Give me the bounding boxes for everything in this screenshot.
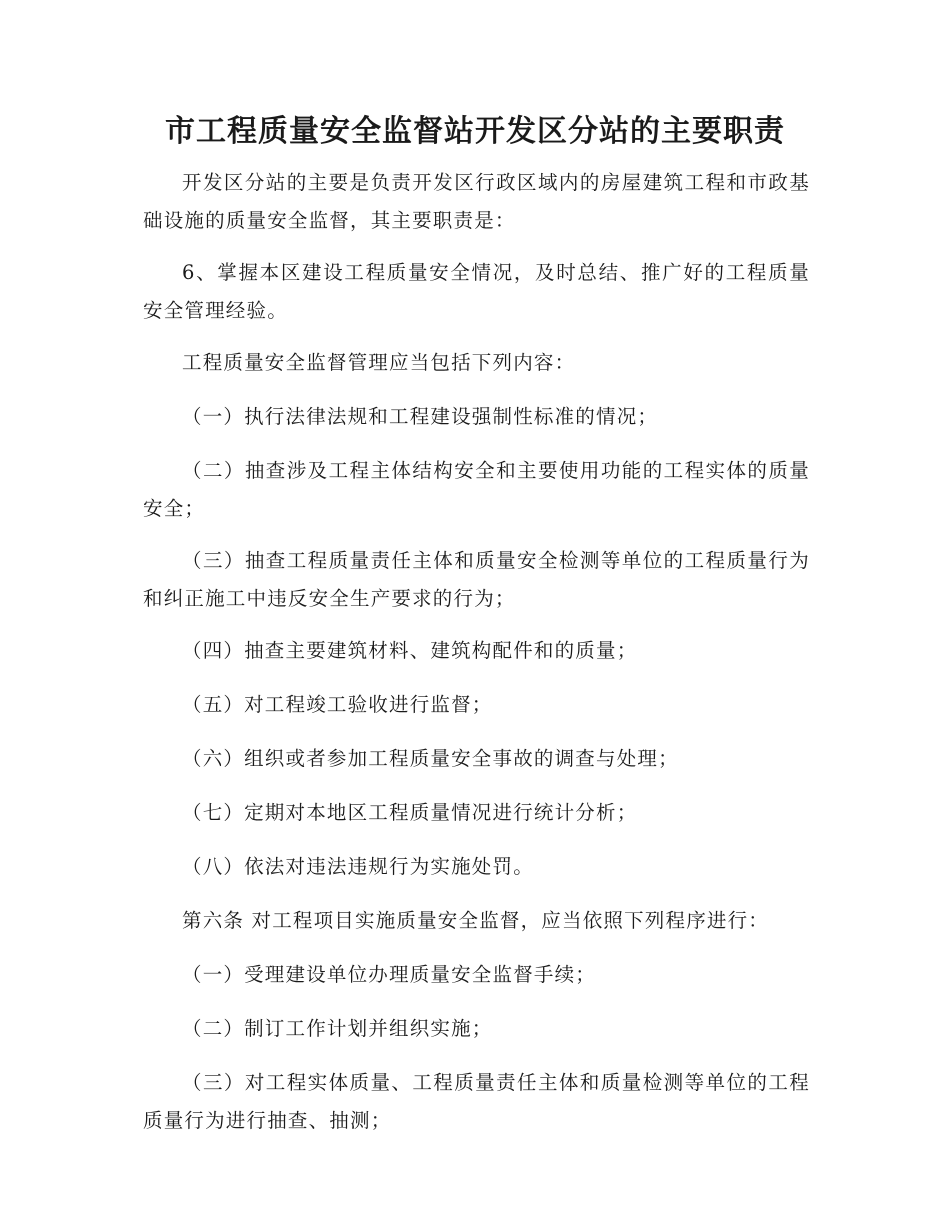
paragraph: 工程质量安全监督管理应当包括下列内容： (182, 351, 576, 374)
paragraph: （二）抽查涉及工程主体结构安全和主要使用功能的工程实体的质量安全； (143, 459, 810, 520)
paragraph: （七）定期对本地区工程质量情况进行统计分析； (182, 801, 638, 824)
paragraph: （二）制订工作计划并组织实施； (182, 1017, 493, 1040)
paragraph: （三）对工程实体质量、工程质量责任主体和质量检测等单位的工程质量行为进行抽查、抽测； (143, 1071, 810, 1132)
paragraph: （八）依法对违法违规行为实施处罚。 (182, 855, 534, 878)
document-title: 市工程质量安全监督站开发区分站的主要职责 (165, 114, 785, 149)
paragraph: （一）受理建设单位办理质量安全监督手续； (182, 963, 597, 986)
paragraph: （三）抽查工程质量责任主体和质量安全检测等单位的工程质量行为和纠正施工中违反安全生产要求的行为； (143, 549, 810, 610)
paragraph: 第六条 对工程项目实施质量安全监督，应当依照下列程序进行： (182, 909, 769, 932)
paragraph: 6、掌握本区建设工程质量安全情况，及时总结、推广好的工程质量安全管理经验。 (143, 261, 810, 322)
paragraph: （四）抽查主要建筑材料、建筑构配件和的质量； (182, 639, 638, 662)
paragraph: 开发区分站的主要是负责开发区行政区域内的房屋建筑工程和市政基础设施的质量安全监督，其主要职责是： (143, 171, 810, 232)
paragraph: （一）执行法律法规和工程建设强制性标准的情况； (182, 405, 659, 428)
paragraph: （五）对工程竣工验收进行监督； (182, 693, 493, 716)
document-body (143, 164, 810, 1154)
paragraph: （六）组织或者参加工程质量安全事故的调查与处理； (182, 747, 679, 770)
